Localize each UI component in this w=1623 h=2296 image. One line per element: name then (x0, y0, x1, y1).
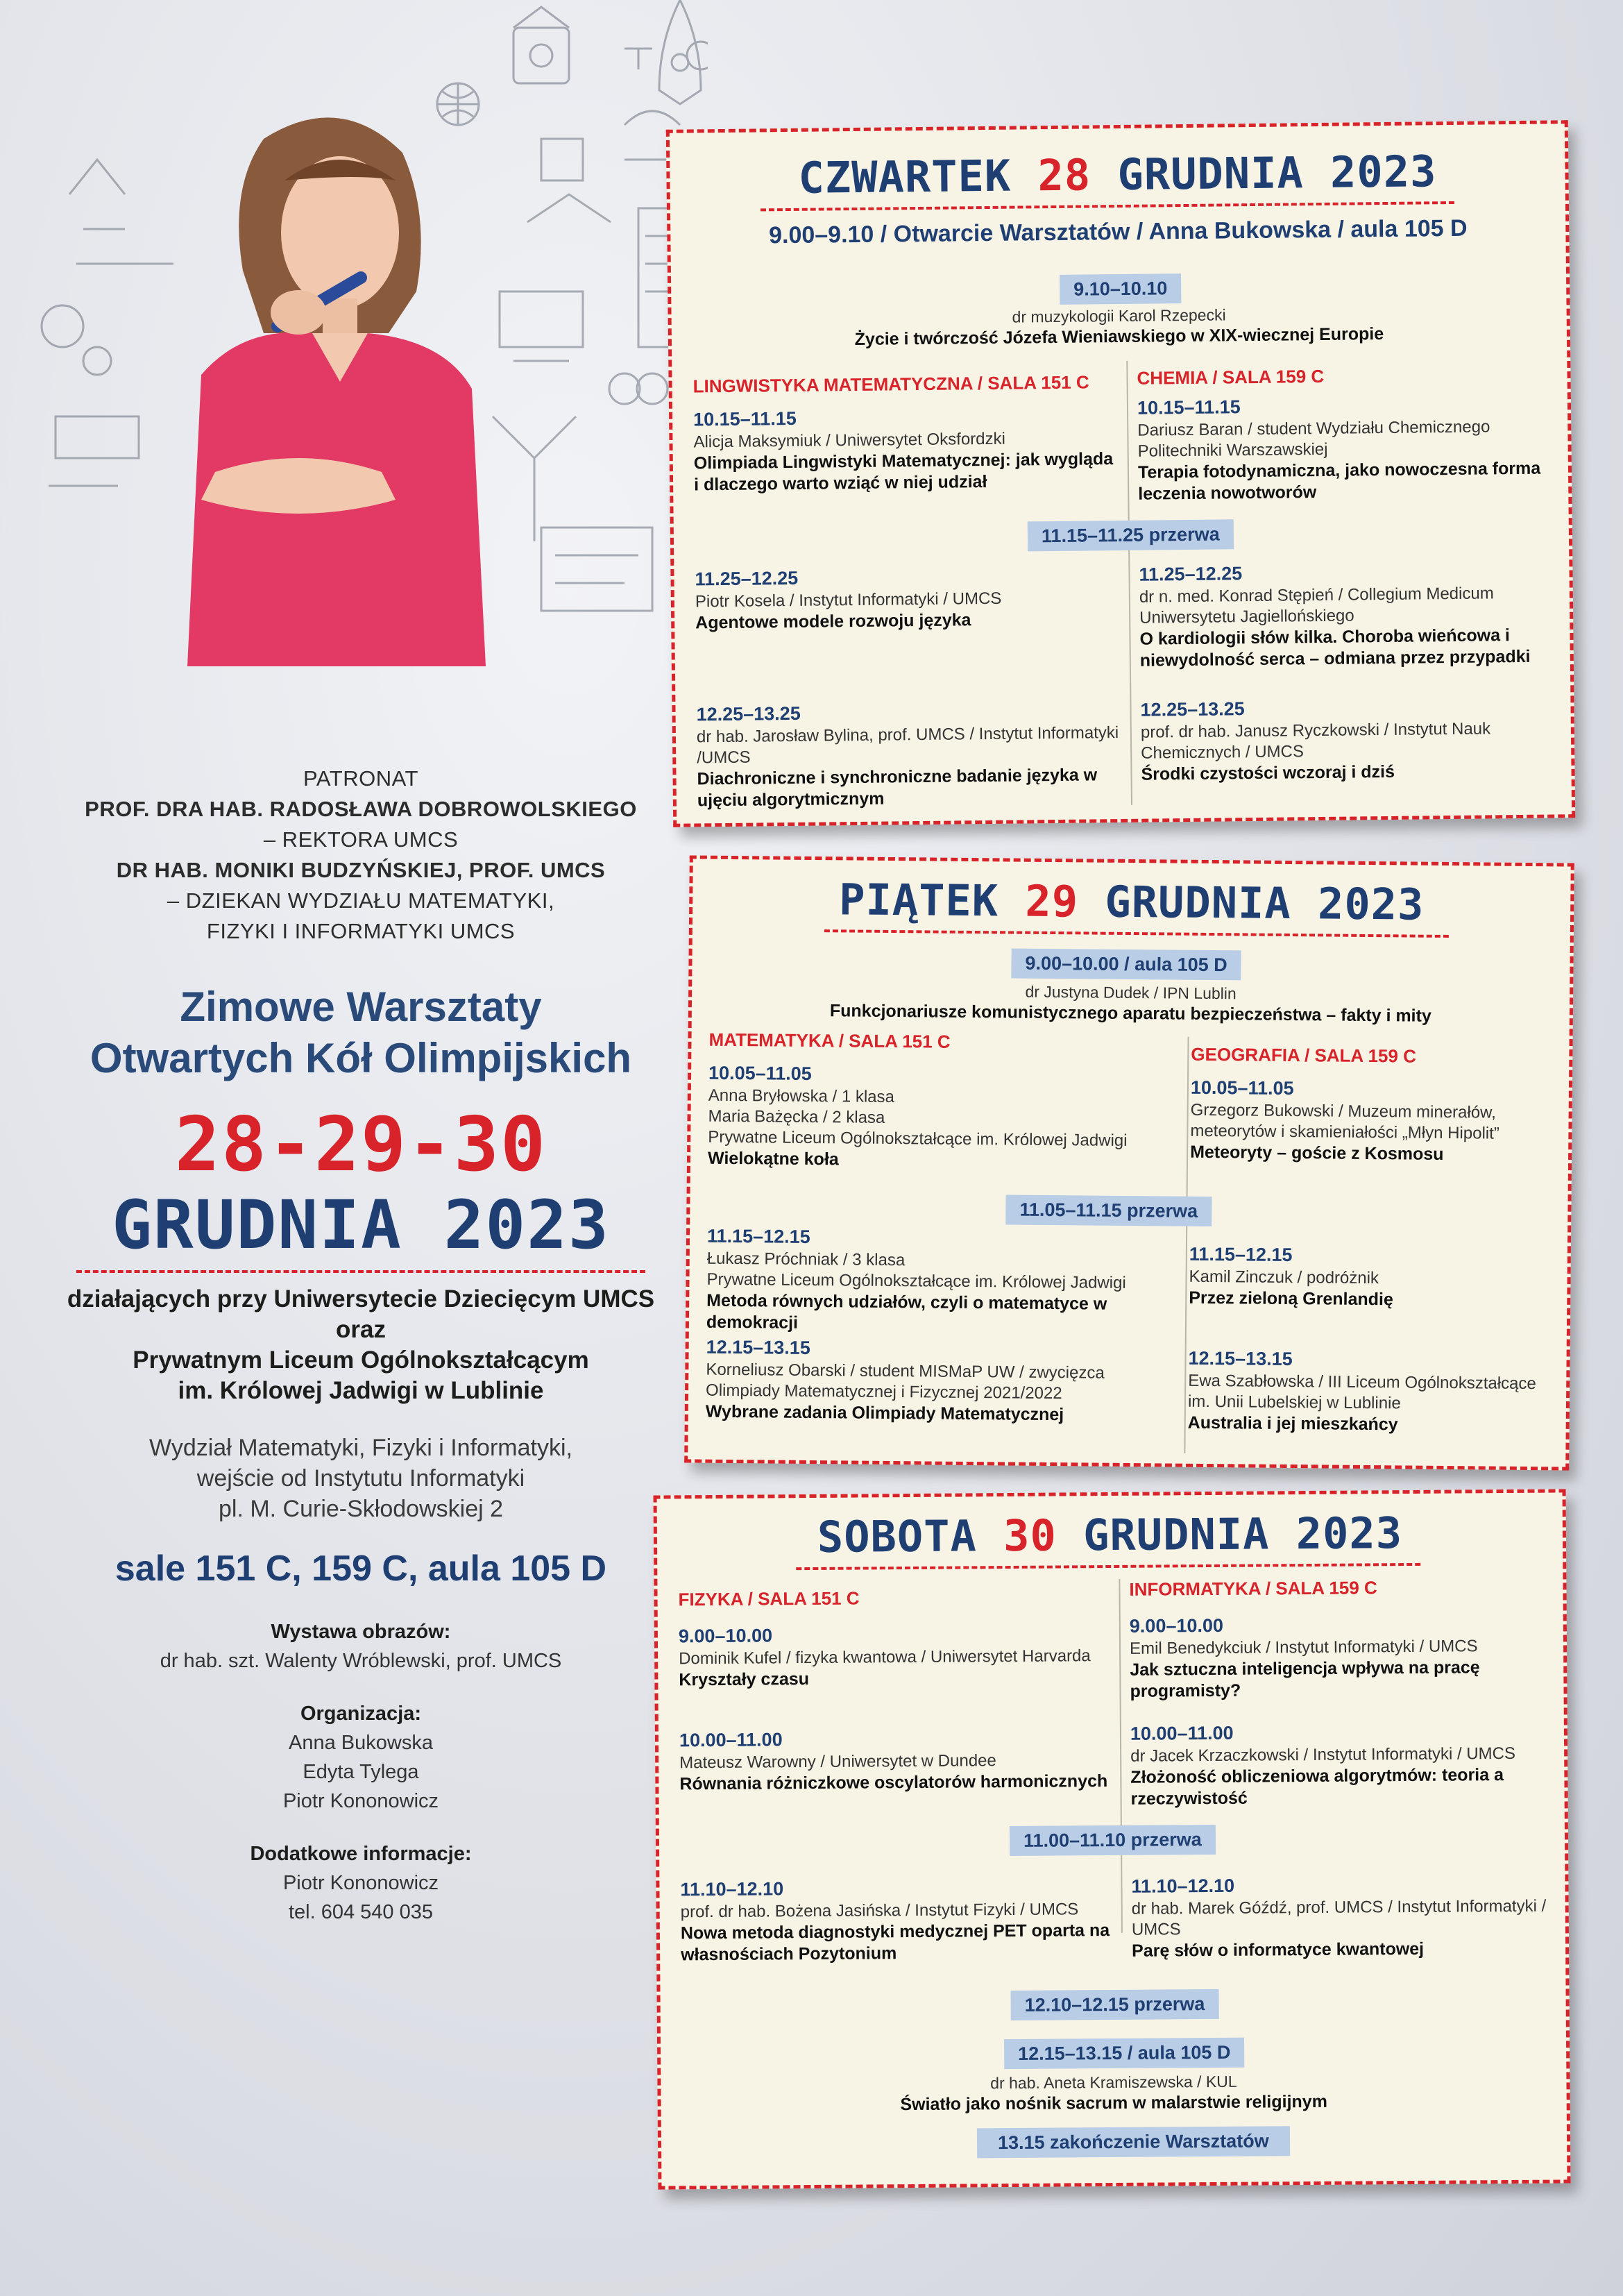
lecture-right-2 (1130, 1719, 1547, 1810)
extra-info (28, 1617, 694, 1927)
lecture-title: Funkcjonariusze komunistycznego aparatu bezpieczeństwa – fakty i mity (829, 1001, 1431, 1026)
venue-line: Wydział Matematyki, Fizyki i Informatyki, (149, 1435, 572, 1461)
event-month-year: GRUDNIA 2023 (112, 1186, 610, 1264)
speaker: Ewa Szabłowska / III Liceum Ogólnokształcące im. Unii Lubelskiej w Lublinie (1187, 1371, 1536, 1413)
speaker: Dariusz Baran / student Wydziału Chemicznego Politechniki Warszawskiej (1137, 417, 1490, 461)
speaker: dr hab. Jarosław Bylina, prof. UMCS / Instytut Informatyki /UMCS (696, 723, 1119, 768)
contact-name: Piotr Kononowicz (282, 1872, 439, 1894)
lecture-time: 10.00–11.00 (679, 1729, 783, 1751)
day-number: 28 (1037, 149, 1091, 201)
speaker: dr muzykologii Karol Rzepecki (1012, 305, 1226, 326)
lecture-right-1 (1190, 1075, 1562, 1167)
lecture-title: Środki czystości wczoraj i dziś (1141, 761, 1395, 784)
organization-block (28, 1699, 694, 1816)
column-divider (1126, 361, 1132, 805)
title-underline (760, 201, 1454, 211)
speaker: Mateusz Warowny / Uniwersytet w Dundee (679, 1751, 996, 1773)
lecture-title: Złożoność obliczeniowa algorytmów: teoria a rzeczywistość (1130, 1765, 1504, 1809)
speaker: dr n. med. Konrad Stępień / Collegium Medicum Uniwersytetu Jagiellońskiego (1139, 584, 1494, 627)
day-title (670, 144, 1565, 205)
lecture-time: 11.25–12.25 (1139, 563, 1243, 585)
lecture-time: 10.00–11.00 (1130, 1722, 1234, 1744)
day-name: SOBOTA (817, 1510, 978, 1562)
break-pill-2: 12.10–12.15 przerwa (1011, 1989, 1219, 2020)
lecture-time: 12.15–13.15 (1188, 1347, 1293, 1370)
lecture-left-1 (679, 1621, 1113, 1691)
patronage-block (28, 763, 694, 947)
speaker: Kamil Zinczuk / podróżnik (1189, 1267, 1379, 1288)
break-pill: 11.15–11.25 przerwa (1028, 519, 1234, 551)
lecture-left-1 (693, 403, 1117, 496)
lecture-title: Przez zieloną Grenlandię (1189, 1288, 1393, 1310)
column-divider (1119, 1579, 1123, 1933)
speaker: Dominik Kufel / fizyka kwantowa / Uniwersytet Harvarda (679, 1646, 1091, 1669)
day-name: PIĄTEK (838, 874, 999, 927)
event-title (28, 981, 694, 1084)
day-title (657, 1506, 1563, 1563)
lecture-time: 10.15–11.15 (1137, 396, 1241, 419)
event-title-line-1: Zimowe Warsztaty (180, 984, 542, 1030)
lecture-left-3 (696, 698, 1121, 811)
lecture-time: 11.10–12.10 (1131, 1875, 1235, 1897)
event-title-line-2: Otwartych Kół Olimpijskich (90, 1035, 632, 1081)
venue-line: pl. M. Curie-Skłodowskiej 2 (218, 1496, 504, 1522)
event-dates: 28-29-30 (174, 1101, 547, 1188)
lecture-title: Meteoryty – goście z Kosmosu (1190, 1142, 1444, 1164)
lecture-right-2 (1189, 1242, 1561, 1312)
lecture-left-2 (695, 562, 1119, 634)
lecture-time: 9.00–10.00 (1129, 1614, 1224, 1637)
halls-list: sale 151 C, 159 C, aula 105 D (114, 1548, 607, 1589)
patron-rector-role: – REKTORA UMCS (263, 827, 459, 852)
day-card-friday (684, 855, 1574, 1470)
opening-line: 9.00–9.10 / Otwarcie Warsztatów / Anna Bukowska / aula 105 D (768, 214, 1468, 249)
speaker: dr hab. Marek Góźdź, prof. UMCS / Instytut Informatyki / UMCS (1131, 1896, 1547, 1939)
speaker: Anna Bryłowska / 1 klasa Maria Bażęcka / 2 klasa Prywatne Liceum Ogólnokształcące im. Królowej Jadwigi (708, 1086, 1128, 1150)
exhibition-label: Wystawa obrazów: (271, 1621, 451, 1643)
desc-line: Prywatnym Liceum Ogólnokształcącym (133, 1347, 589, 1374)
speaker: dr Justyna Dudek / IPN Lublin (1025, 982, 1237, 1003)
lecture-left-3 (680, 1874, 1114, 1966)
desc-line: działających przy Uniwersytecie Dziecięcym UMCS (67, 1285, 655, 1312)
speaker: prof. dr hab. Bożena Jasińska / Instytut Fizyki / UMCS (680, 1900, 1079, 1922)
speaker: Łukasz Próchniak / 3 klasa Prywatne Liceum Ogólnokształcące im. Królowej Jadwigi (706, 1249, 1126, 1292)
organizer-name: Piotr Kononowicz (282, 1790, 439, 1812)
lecture-time: 12.25–13.25 (696, 702, 801, 725)
day-name: CZWARTEK (798, 150, 1012, 203)
plenary-time: 12.15–13.15 / aula 105 D (1004, 2038, 1245, 2069)
student-girl-photo (173, 111, 500, 666)
title-underline (796, 1563, 1420, 1570)
closing-pill: 13.15 zakończenie Warsztatów (977, 2126, 1290, 2158)
lecture-time: 11.15–12.15 (706, 1225, 810, 1247)
day-card-thursday (666, 120, 1575, 827)
speaker: Grzegorz Bukowski / Muzeum minerałów, meteorytów i skamieniałości „Młyn Hipolit” (1190, 1100, 1499, 1143)
lecture-time: 10.15–11.15 (692, 407, 797, 430)
section-left: MATEMATYKA / SALA 151 C (708, 1029, 951, 1052)
patron-rector-name: PROF. DRA HAB. RADOSŁAWA DOBROWOLSKIEGO (85, 797, 637, 821)
lecture-title: O kardiologii słów kilka. Choroba wieńcowa i niewydolność serca – odmiana przez przypadki (1139, 625, 1531, 670)
lecture-title: Światło jako nośnik sacrum w malarstwie religijnym (900, 2091, 1327, 2115)
section-left: FIZYKA / SALA 151 C (678, 1587, 860, 1610)
break-pill: 11.05–11.15 przerwa (1005, 1195, 1212, 1226)
lecture-right-3 (1131, 1871, 1548, 1962)
title-underline (824, 929, 1449, 938)
lecture-time: 12.25–13.25 (1140, 698, 1245, 720)
lecture-time: 9.00–10.00 (678, 1625, 773, 1647)
contact-label: Dodatkowe informacje: (250, 1843, 472, 1865)
lecture-right-1 (1130, 1611, 1547, 1703)
lecture-title: Agentowe modele rozwoju języka (695, 610, 971, 633)
day-number: 29 (1025, 875, 1079, 927)
patronage-label: PATRONAT (303, 766, 418, 791)
desc-line: oraz (336, 1316, 386, 1343)
lecture-time: 10.05–11.05 (708, 1062, 812, 1085)
day-month: GRUDNIA 2023 (1082, 1508, 1403, 1561)
contact-block (28, 1839, 694, 1927)
section-right: INFORMATYKA / SALA 159 C (1129, 1577, 1377, 1600)
organizer-name: Anna Bukowska (289, 1732, 433, 1754)
lecture-title: Metoda równych udziałów, czyli o matematyce w demokracji (706, 1290, 1107, 1333)
day-card-saturday (654, 1489, 1571, 2189)
speaker: Korneliusz Obarski / student MISMaP UW / zwycięzca Olimpiady Matematycznej i Fizycznej 2021/2022 (705, 1360, 1105, 1403)
lecture-left-3 (706, 1335, 1178, 1427)
lecture-left-2 (679, 1725, 1114, 1795)
lecture-title: Wybrane zadania Olimpiady Matematycznej (705, 1401, 1064, 1425)
lecture-time: 10.05–11.05 (1190, 1077, 1294, 1099)
venue-line: wejście od Instytutu Informatyki (196, 1465, 525, 1492)
exhibition-author: dr hab. szt. Walenty Wróblewski, prof. UMCS (160, 1650, 562, 1672)
speaker: prof. dr hab. Janusz Ryczkowski / Instytut Nauk Chemicznych / UMCS (1140, 719, 1491, 763)
lecture-right-3 (1140, 693, 1557, 785)
speaker: dr hab. Aneta Kramiszewska / KUL (990, 2072, 1237, 2093)
lecture-title: Australia i jej mieszkańcy (1187, 1412, 1398, 1435)
plenary-time: 9.00–10.00 / aula 105 D (1011, 949, 1241, 981)
section-right: CHEMIA / SALA 159 C (1137, 365, 1325, 389)
desc-line: im. Królowej Jadwigi w Lublinie (178, 1377, 544, 1404)
lecture-left-2 (706, 1224, 1186, 1337)
lecture-title: Diachroniczne i synchroniczne badanie języka w ujęciu algorytmicznym (697, 765, 1098, 811)
speaker: Emil Benedykciuk / Instytut Informatyki / UMCS (1129, 1637, 1478, 1658)
day-month: GRUDNIA 2023 (1105, 876, 1425, 930)
organizer-name: Edyta Tylega (303, 1761, 419, 1783)
lecture-right-3 (1188, 1346, 1560, 1437)
venue-address (28, 1433, 694, 1524)
patron-dean-name: DR HAB. MONIKI BUDZYŃSKIEJ, PROF. UMCS (116, 858, 606, 882)
section-left: LINGWISTYKA MATEMATYCZNA / SALA 151 C (692, 371, 1089, 397)
plenary-lecture (671, 301, 1567, 352)
lecture-title: Terapia fotodynamiczna, jako nowoczesna forma leczenia nowotworów (1137, 458, 1541, 504)
organization-label: Organizacja: (300, 1703, 422, 1725)
day-title (692, 872, 1571, 931)
lecture-title: Olimpiada Lingwistyki Matematycznej: jak wygląda i dlaczego warto wziąć w niej udział (693, 449, 1114, 495)
left-info-column (28, 763, 694, 1950)
lecture-right-2 (1139, 557, 1556, 671)
lecture-title: Życie i twórczość Józefa Wieniawskiego w XIX-wiecznej Europie (854, 324, 1384, 350)
lecture-title: Wielokątne koła (707, 1148, 839, 1170)
plenary-time: 9.10–10.10 (1060, 273, 1182, 305)
lecture-title: Parę słów o informatyce kwantowej (1132, 1939, 1425, 1961)
lecture-time: 11.10–12.10 (680, 1878, 784, 1900)
section-right: GEOGRAFIA / SALA 159 C (1191, 1043, 1417, 1067)
contact-phone: tel. 604 540 035 (288, 1901, 433, 1923)
lecture-title: Nowa metoda diagnostyki medycznej PET oparta na własnościach Pozytonium (680, 1921, 1110, 1965)
lecture-right-1 (1137, 391, 1555, 505)
break-pill-1: 11.00–11.10 przerwa (1010, 1825, 1216, 1856)
day-month: GRUDNIA 2023 (1117, 146, 1437, 201)
organizers-description (28, 1284, 694, 1406)
dashed-divider (76, 1270, 645, 1273)
plenary-lecture (692, 978, 1570, 1027)
plenary-lecture (661, 2068, 1566, 2116)
speaker: Alicja Maksymiuk / Uniwersytet Oksfordzki (693, 429, 1006, 452)
patron-dean-role-1: – DZIEKAN WYDZIAŁU MATEMATYKI, (167, 888, 555, 913)
lecture-title: Kryształy czasu (679, 1669, 810, 1690)
speaker: dr Jacek Krzaczkowski / Instytut Informatyki / UMCS (1130, 1744, 1516, 1766)
lecture-title: Równania różniczkowe oscylatorów harmonicznych (679, 1771, 1108, 1794)
lecture-title: Jak sztuczna inteligencja wpływa na pracę programisty? (1130, 1657, 1480, 1701)
day-number: 30 (1003, 1510, 1057, 1562)
lecture-time: 11.15–12.15 (1189, 1243, 1293, 1266)
lecture-time: 11.25–12.25 (695, 567, 799, 590)
lecture-time: 12.15–13.15 (706, 1336, 810, 1358)
patron-dean-role-2: FIZYKI I INFORMATYKI UMCS (206, 919, 516, 943)
lecture-left-1 (708, 1061, 1180, 1174)
exhibition-block (28, 1617, 694, 1675)
speaker: Piotr Kosela / Instytut Informatyki / UMCS (695, 589, 1002, 611)
